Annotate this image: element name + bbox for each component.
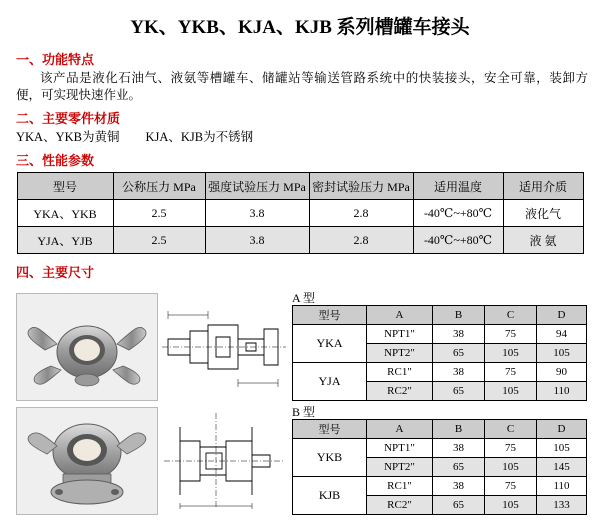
col-header-b: B	[433, 306, 485, 325]
cell-a: RC2"	[367, 496, 433, 515]
table-header-row	[17, 173, 583, 200]
coupling-drawing-b	[160, 407, 288, 513]
cell-c: 75	[485, 325, 537, 344]
section-heading-material: 二、主要零件材质	[16, 111, 121, 126]
col-header-strength-pressure: 强度试验压力 MPa	[205, 173, 309, 200]
cell-d: 105	[537, 439, 587, 458]
table-header-row	[293, 420, 587, 439]
cell-c: 75	[485, 363, 537, 382]
cell-d: 110	[537, 477, 587, 496]
cell-a: NPT1"	[367, 325, 433, 344]
cell-b: 38	[433, 363, 485, 382]
cell-a: RC1"	[367, 363, 433, 382]
table-row	[293, 477, 587, 496]
cell-c: 75	[485, 439, 537, 458]
cell-b: 38	[433, 477, 485, 496]
cell-d: 133	[537, 496, 587, 515]
features-body: 该产品是液化石油气、液氨等槽罐车、储罐站等输送管路系统中的快装接头，安全可靠，装卸方便，可实现快速作业。	[16, 71, 588, 102]
table-row	[293, 363, 587, 382]
coupling-photo-b-graphic	[17, 408, 157, 514]
cell-model: YJA、YJB	[17, 227, 113, 254]
cell-b: 65	[433, 344, 485, 363]
cell-b: 65	[433, 382, 485, 401]
coupling-photo-a	[16, 293, 158, 401]
cell-c: 105	[485, 382, 537, 401]
dimension-table-b	[292, 419, 587, 515]
cell-b: 65	[433, 458, 485, 477]
cell-d: 90	[537, 363, 587, 382]
cell-model: YKA、YKB	[17, 200, 113, 227]
cell-b: 38	[433, 325, 485, 344]
dimension-table-a	[292, 305, 587, 401]
col-header-d: D	[537, 306, 587, 325]
cell-d: 110	[537, 382, 587, 401]
cell-b: 38	[433, 439, 485, 458]
cell-d: 105	[537, 344, 587, 363]
cell-strength-pressure: 3.8	[205, 200, 309, 227]
section-heading-dimensions: 四、主要尺寸	[16, 265, 95, 280]
col-header-medium: 适用介质	[503, 173, 583, 200]
cell-c: 105	[485, 458, 537, 477]
cell-medium: 液化气	[503, 200, 583, 227]
coupling-drawing-a-graphic	[160, 293, 288, 399]
cell-d: 145	[537, 458, 587, 477]
section-heading-features: 一、功能特点	[16, 52, 95, 67]
cell-a: NPT2"	[367, 344, 433, 363]
table-row	[17, 200, 583, 227]
cell-seal-pressure: 2.8	[309, 200, 413, 227]
section-heading-performance: 三、性能参数	[16, 153, 95, 168]
cell-c: 105	[485, 344, 537, 363]
material-lines	[16, 129, 588, 146]
col-header-temperature: 适用温度	[413, 173, 503, 200]
cell-strength-pressure: 3.8	[205, 227, 309, 254]
page-title: YK、YKB、KJA、KJB 系列槽罐车接头	[130, 17, 470, 38]
col-header-a: A	[367, 420, 433, 439]
col-header-model: 型号	[293, 306, 367, 325]
cell-a: NPT1"	[367, 439, 433, 458]
coupling-drawing-a	[160, 293, 288, 399]
col-header-a: A	[367, 306, 433, 325]
col-header-b: B	[433, 420, 485, 439]
table-row	[293, 325, 587, 344]
material-line-2: KJA、KJB为不锈钢	[145, 130, 254, 144]
cell-b: 65	[433, 496, 485, 515]
cell-nominal-pressure: 2.5	[113, 200, 205, 227]
table-row	[17, 227, 583, 254]
material-line-1: YKA、YKB为黄铜	[16, 130, 120, 144]
coupling-photo-a-graphic	[17, 294, 157, 400]
coupling-drawing-b-graphic	[160, 407, 288, 513]
cell-seal-pressure: 2.8	[309, 227, 413, 254]
col-header-nominal-pressure: 公称压力 MPa	[113, 173, 205, 200]
cell-a: RC1"	[367, 477, 433, 496]
col-header-c: C	[485, 420, 537, 439]
cell-medium: 液 氨	[503, 227, 583, 254]
cell-model: YKA	[293, 325, 367, 363]
col-header-model: 型号	[17, 173, 113, 200]
cell-temperature: -40℃~+80℃	[413, 200, 503, 227]
cell-a: RC2"	[367, 382, 433, 401]
cell-model: YKB	[293, 439, 367, 477]
col-header-seal-pressure: 密封试验压力 MPa	[309, 173, 413, 200]
type-a-label: A 型	[292, 291, 316, 305]
type-b-label: B 型	[292, 405, 316, 419]
table-header-row	[293, 306, 587, 325]
col-header-c: C	[485, 306, 537, 325]
cell-a: NPT2"	[367, 458, 433, 477]
cell-d: 94	[537, 325, 587, 344]
col-header-model: 型号	[293, 420, 367, 439]
cell-c: 75	[485, 477, 537, 496]
cell-c: 105	[485, 496, 537, 515]
cell-model: YJA	[293, 363, 367, 401]
cell-temperature: -40℃~+80℃	[413, 227, 503, 254]
col-header-d: D	[537, 420, 587, 439]
performance-table	[17, 172, 584, 254]
cell-nominal-pressure: 2.5	[113, 227, 205, 254]
cell-model: KJB	[293, 477, 367, 515]
table-row	[293, 439, 587, 458]
dimensions-area	[0, 285, 600, 525]
coupling-photo-b	[16, 407, 158, 515]
